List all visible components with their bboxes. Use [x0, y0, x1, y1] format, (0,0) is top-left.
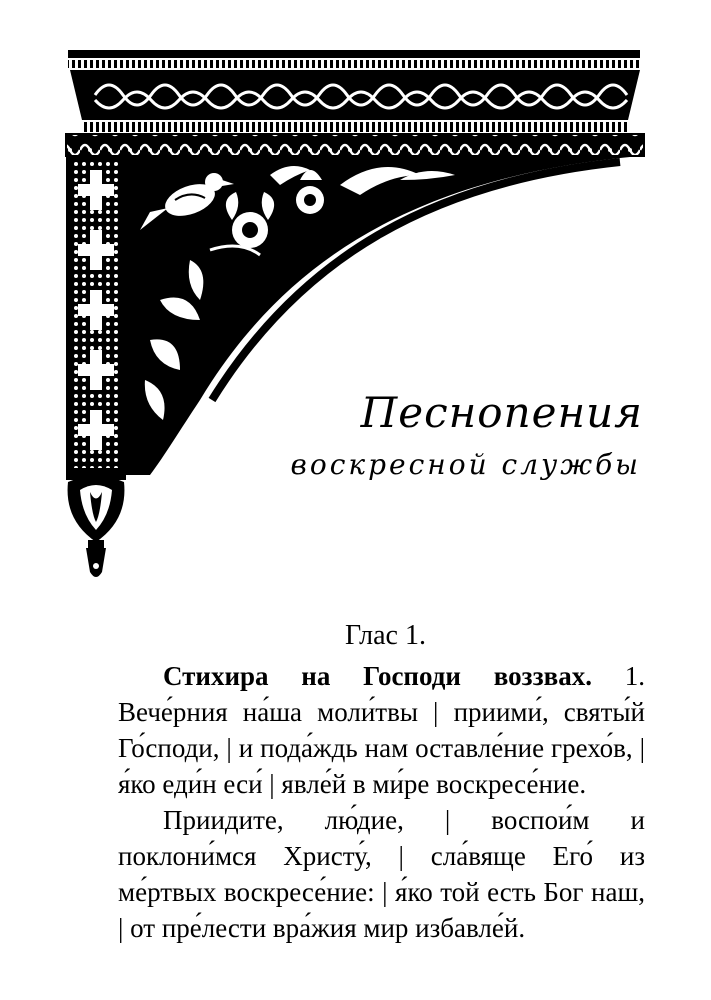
title-line-1: Песнопения: [360, 388, 643, 437]
paragraph-body: 1. Вече́рния на́ша моли́твы | приими́, святы́й Го́споди, | и пода́ждь нам оставле́ние грехо́в, | я́ко еди́н еси́ | явле́й в ми́ре воскресе́ние.: [118, 661, 645, 799]
paragraph-2: [118, 802, 645, 946]
title-line-2: воскресной службы: [290, 448, 641, 481]
paragraph-1: [118, 658, 645, 802]
paragraph-lead: Стихира на Господи воззвах.: [163, 661, 592, 691]
hymn-text: [118, 658, 645, 946]
tassel-pendant-ornament: [66, 474, 126, 577]
left-column-ornament: [66, 156, 126, 474]
paragraph-body: Приидите, лю́дие, | воспои́м и поклони́мся Христу́, | сла́вяще Его́ из ме́ртвых воскресе́ние: | я́ко той есть Бог наш, | от пре́лести вра́жия мир избавле́й.: [118, 805, 645, 943]
tone-heading: Глас 1.: [345, 620, 426, 651]
headpiece-frieze-ornament: [66, 50, 644, 156]
